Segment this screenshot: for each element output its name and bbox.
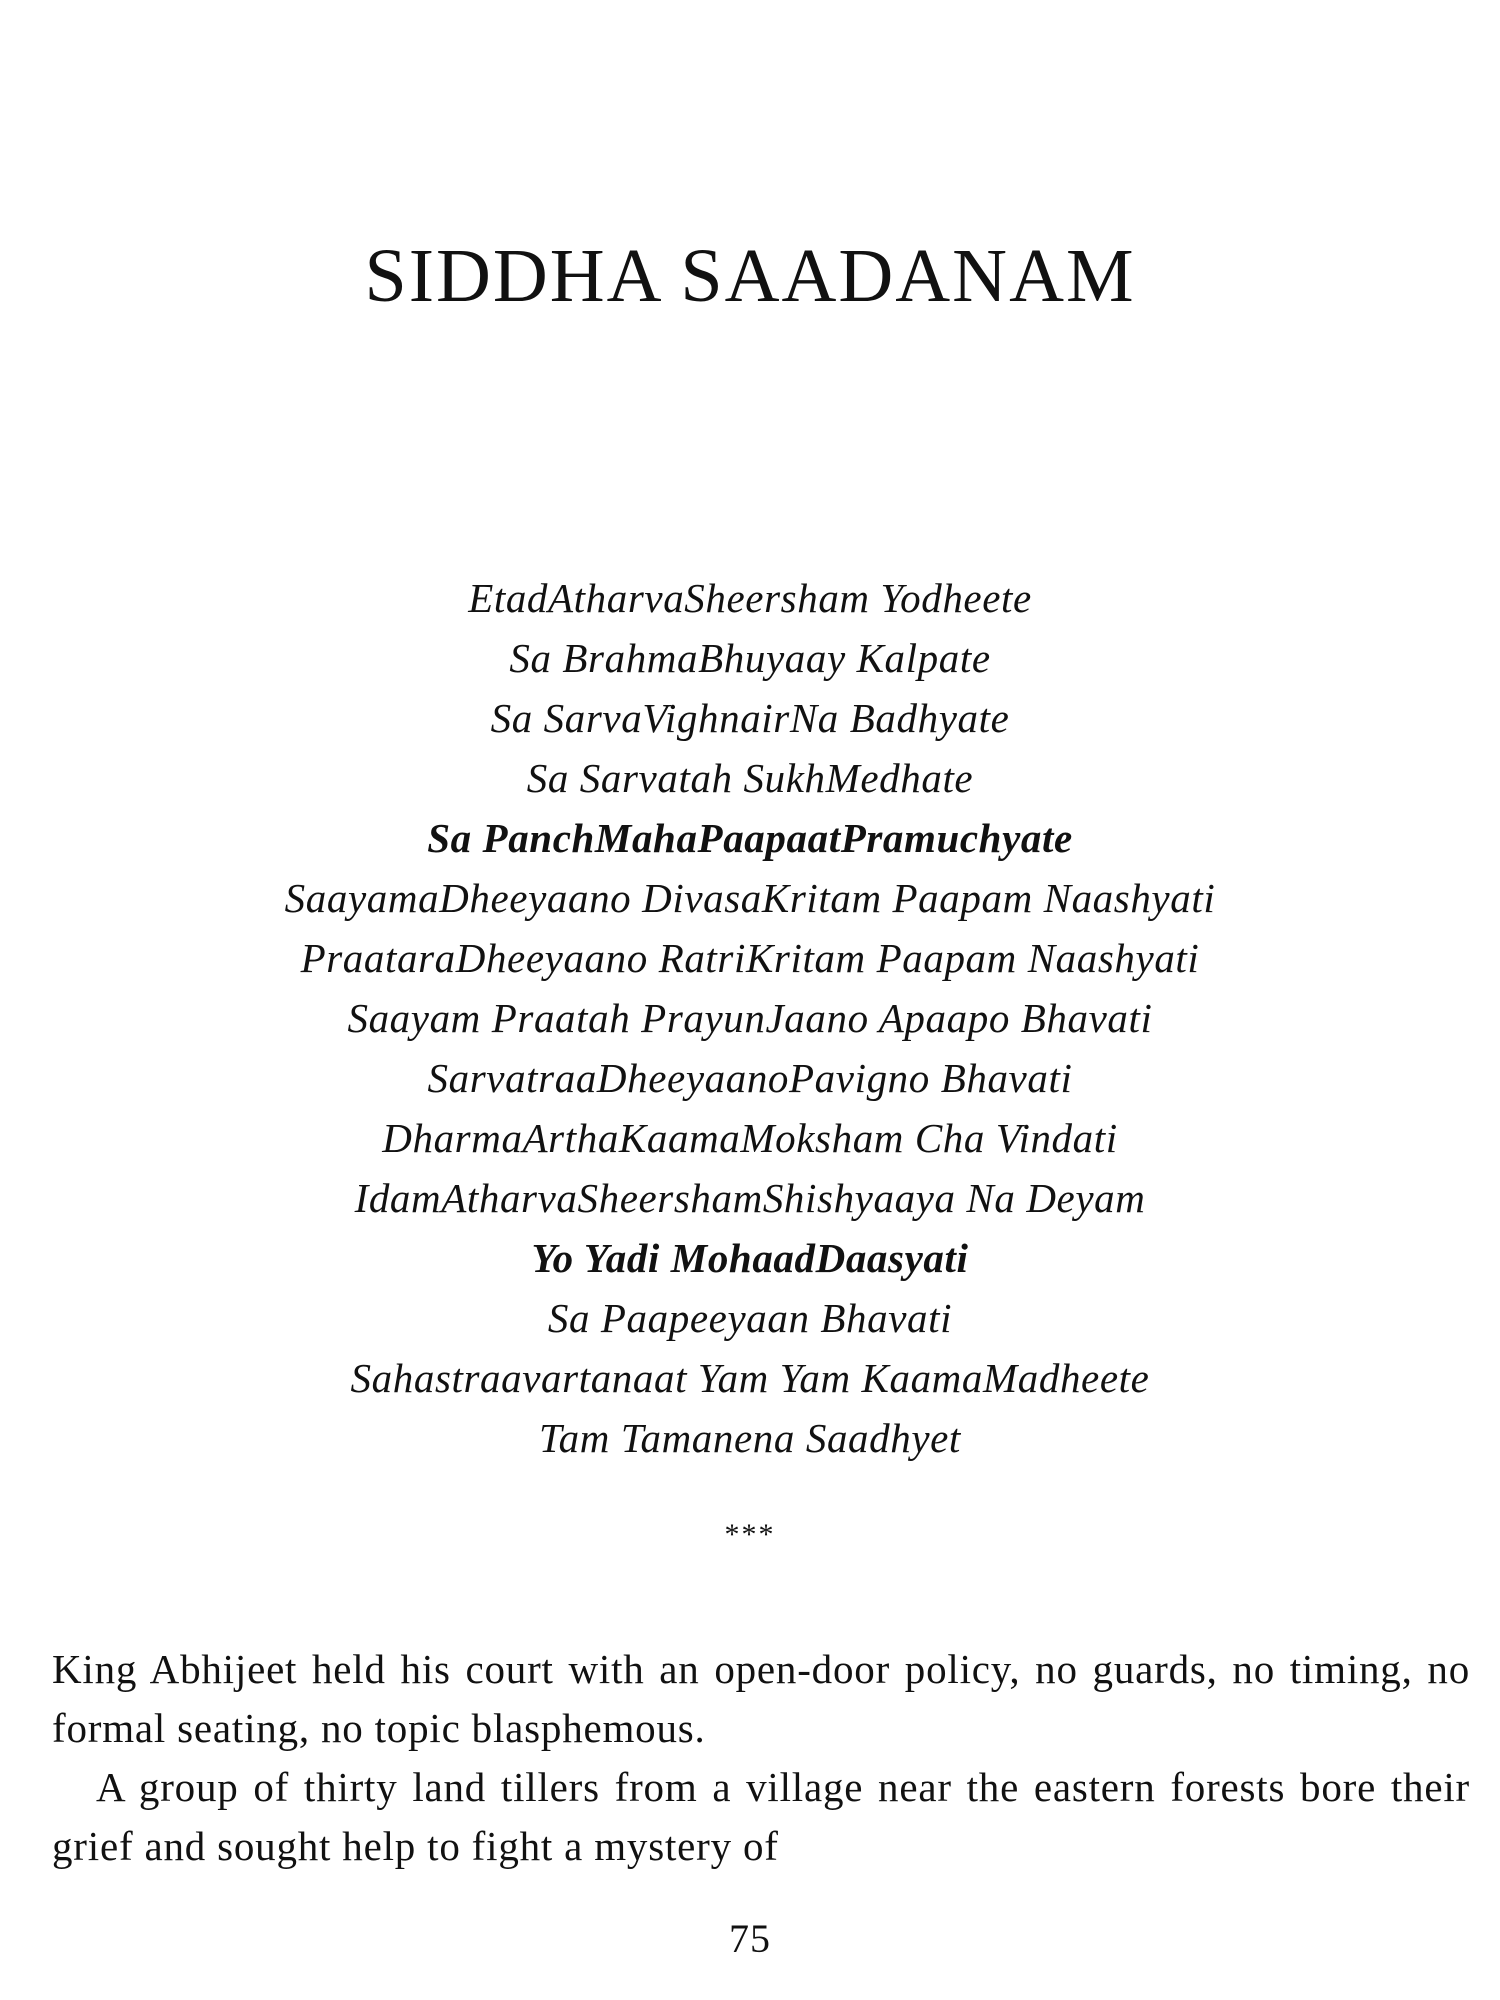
prose-paragraph: A group of thirty land tillers from a village near the eastern forests bore their grief and sought help to fight a mystery of (52, 1764, 1470, 1869)
page-number: 75 (729, 1916, 771, 1961)
verse-line: Sa BrahmaBhuyaay Kalpate (509, 635, 991, 681)
verse-line: Sa Sarvatah SukhMedhate (526, 755, 974, 801)
verse-block (0, 568, 1500, 1468)
verse-line: SarvatraaDheeyaanoPavigno Bhavati (427, 1055, 1073, 1101)
verse-line: Sa PanchMahaPaapaatPramuchyate (427, 815, 1073, 861)
verse-line: Saayam Praatah PrayunJaano Apaapo Bhavati (347, 995, 1153, 1041)
verse-line: Sa SarvaVighnairNa Badhyate (490, 695, 1010, 741)
verse-line: Sa Paapeeyaan Bhavati (547, 1295, 953, 1341)
verse-line: DharmaArthaKaamaMoksham Cha Vindati (382, 1115, 1118, 1161)
verse-line: SaayamaDheeyaano DivasaKritam Paapam Naashyati (284, 875, 1216, 921)
chapter-title: SIDDHA SAADANAM (364, 234, 1136, 318)
verse-line: EtadAtharvaSheersham Yodheete (468, 575, 1032, 621)
verse-line: Sahastraavartanaat Yam Yam KaamaMadheete (350, 1355, 1150, 1401)
section-separator: *** (724, 1518, 776, 1551)
verse-line: IdamAtharvaSheershamShishyaaya Na Deyam (354, 1175, 1146, 1221)
verse-line: Tam Tamanena Saadhyet (539, 1415, 961, 1461)
verse-line: Yo Yadi MohaadDaasyati (531, 1235, 969, 1281)
prose-block (52, 1640, 1470, 1876)
verse-line: PraataraDheeyaano RatriKritam Paapam Naashyati (300, 935, 1200, 981)
prose-paragraph: King Abhijeet held his court with an open-door policy, no guards, no timing, no formal seating, no topic blasphemous. (52, 1646, 1470, 1751)
